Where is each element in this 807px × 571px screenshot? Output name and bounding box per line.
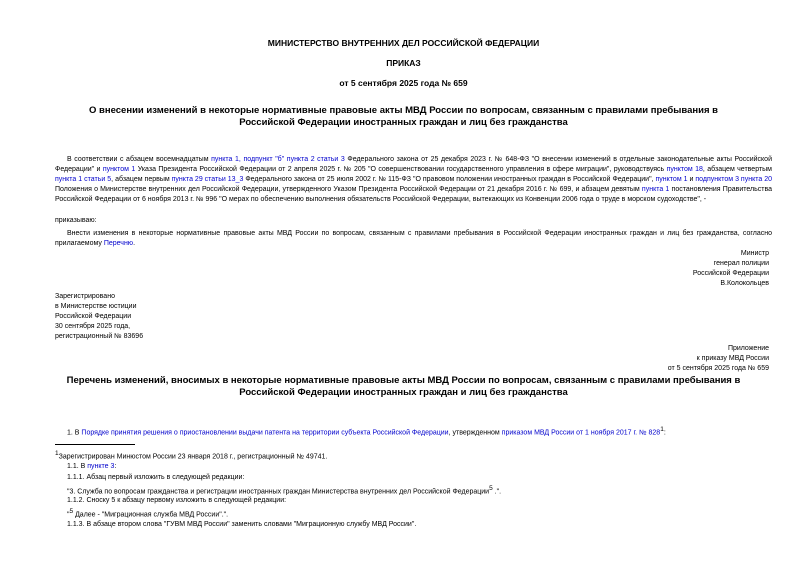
changes-paragraph <box>55 229 772 249</box>
preamble-text: и <box>687 176 696 183</box>
preamble-text: В соответствии с абзацем восемнадцатым <box>67 156 212 163</box>
item-1-1-3: 1.1.3. В абзаце втором слова "ГУВМ МВД России" заменить словами "Миграционную службу МВД России". <box>67 521 417 528</box>
item-1-1-2-quote <box>55 507 772 520</box>
item-text: 1. В <box>67 429 82 437</box>
date-number: от 5 сентября 2025 года № 659 <box>339 78 468 88</box>
link-article-13-3[interactable]: пункта 29 статьи 13_3 <box>171 176 244 183</box>
item-1-1-2: 1.1.2. Сноску 5 к абзацу первому изложить в следующей редакции: <box>67 497 287 504</box>
registration-line: Зарегистрировано <box>55 293 115 300</box>
signature-line: Российской Федерации <box>692 270 769 277</box>
item-text: , утвержденном <box>448 429 502 437</box>
order-word: приказываю: <box>55 217 97 224</box>
link-resolution-point-1[interactable]: пункта 1 <box>641 186 670 193</box>
signature-block <box>600 249 769 289</box>
signature-line: Министр <box>740 250 769 257</box>
link-article-3[interactable]: пункта 1, подпункт "б" пункта 2 статьи 3 <box>211 156 345 163</box>
quote-text: Далее - "Миграционная служба МВД России".". <box>73 511 229 519</box>
changes-text: Внести изменения в некоторые нормативные правовые акты МВД России по вопросам, связанным с правилами пребывания в Российской Федерации иностранных граждан и лиц без гражданства, согласно прилагаемому <box>55 230 772 247</box>
appendix-block <box>560 344 769 374</box>
quote-text: " <box>67 511 70 519</box>
document-title: О внесении изменений в некоторые нормативные правовые акты МВД России по вопросам, связанным с правилами пребывания в Российской Федерации иностранных граждан и лиц без гражданства <box>89 105 718 128</box>
quote-text: "3. Служба по вопросам гражданства и регистрации иностранных граждан Министерства внутренних дел Российской Федерации <box>67 488 490 496</box>
appendix-title: Перечень изменений, вносимых в некоторые нормативные правовые акты МВД России по вопросам, связанным с правилами пребывания в Российской Федерации иностранных граждан и лиц без гражданства <box>66 375 741 398</box>
preamble-text: Федерального закона от 25 декабря 2023 г. № 648-ФЗ "О внесении изменений в отдельные законодательные акты Российской Федерации" и <box>55 156 772 173</box>
footnote-divider <box>55 444 135 445</box>
item-1 <box>55 425 772 438</box>
item-1-1 <box>55 462 772 472</box>
changes-text: . <box>133 240 136 247</box>
footnote-ref: 5 <box>489 485 493 492</box>
appendix-line: от 5 сентября 2025 года № 659 <box>667 365 769 372</box>
preamble-text: Федерального закона от 25 июля 2002 г. № 115-ФЗ "О правовом положении иностранных граждан в Российской Федерации", <box>243 176 656 183</box>
footnote-mark: 1 <box>55 450 59 457</box>
preamble-paragraph <box>55 155 772 205</box>
registration-line: Российской Федерации <box>55 313 132 320</box>
signature-line: В.Колокольцев <box>720 280 769 287</box>
appendix-line: Приложение <box>727 345 769 352</box>
preamble-text: Указа Президента Российской Федерации от 2 апреля 2025 г. № 205 "О совершенствовании государственного управления в сфере миграции", руководствуясь <box>135 166 667 173</box>
item-text: : <box>114 463 117 470</box>
footnote-text: Зарегистрирован Минюстом России 23 января 2018 г., регистрационный № 49741. <box>58 453 328 461</box>
link-procedure[interactable]: Порядке принятия решения о приостановлении выдачи патента на территории субъекта Российской Федерации <box>81 429 449 437</box>
preamble-text: , абзацем первым <box>111 176 172 183</box>
link-point-18[interactable]: пунктом 18 <box>666 166 703 173</box>
link-article-5[interactable]: пункта 1 статьи 5 <box>55 176 112 183</box>
registration-line: 30 сентября 2025 года, <box>55 323 131 330</box>
preamble-text: , абзацем четвертым <box>702 166 772 173</box>
footnote <box>55 449 755 462</box>
ministry-heading: МИНИСТЕРСТВО ВНУТРЕННИХ ДЕЛ РОССИЙСКОЙ ФЕДЕРАЦИИ <box>267 38 540 48</box>
link-order-828[interactable]: приказом МВД России от 1 ноября 2017 г. № 828 <box>501 429 661 437</box>
registration-line: в Министерстве юстиции <box>55 303 137 310</box>
item-text: : <box>663 429 666 437</box>
footnote-ref: 5 <box>69 508 74 515</box>
link-decree-point-1[interactable]: пунктом 1 <box>102 166 136 173</box>
appendix-line: к приказу МВД России <box>696 355 769 362</box>
doc-type-heading: ПРИКАЗ <box>386 58 421 68</box>
link-list[interactable]: Перечню <box>103 240 134 247</box>
quote-text: .". <box>492 488 502 496</box>
footnote-ref: 1 <box>660 426 664 433</box>
registration-line: регистрационный № 83696 <box>55 333 144 340</box>
link-regulation-point-1[interactable]: пунктом 1 <box>655 176 688 183</box>
link-point-20[interactable]: подпунктом 3 пункта 20 <box>695 176 773 183</box>
preamble-text: постановления Правительства Российской Федерации от 6 ноября 2013 г. № 996 "О мерах по обеспечению выполнения обязательств Российской Федерации, вытекающих из Конвенции 2006 года о труде в морском судоходстве", - <box>55 186 772 203</box>
registration-block <box>55 292 255 342</box>
signature-line: генерал полиции <box>713 260 769 267</box>
preamble-text: Положения о Министерстве внутренних дел Российской Федерации, утвержденного Указом Президента Российской Федерации от 21 декабря 2016 г. № 699, и абзацем девятым <box>55 186 642 193</box>
item-1-1-1: 1.1.1. Абзац первый изложить в следующей редакции: <box>67 474 245 481</box>
link-point-3[interactable]: пункте 3 <box>87 463 115 470</box>
item-text: 1.1. В <box>67 463 88 470</box>
